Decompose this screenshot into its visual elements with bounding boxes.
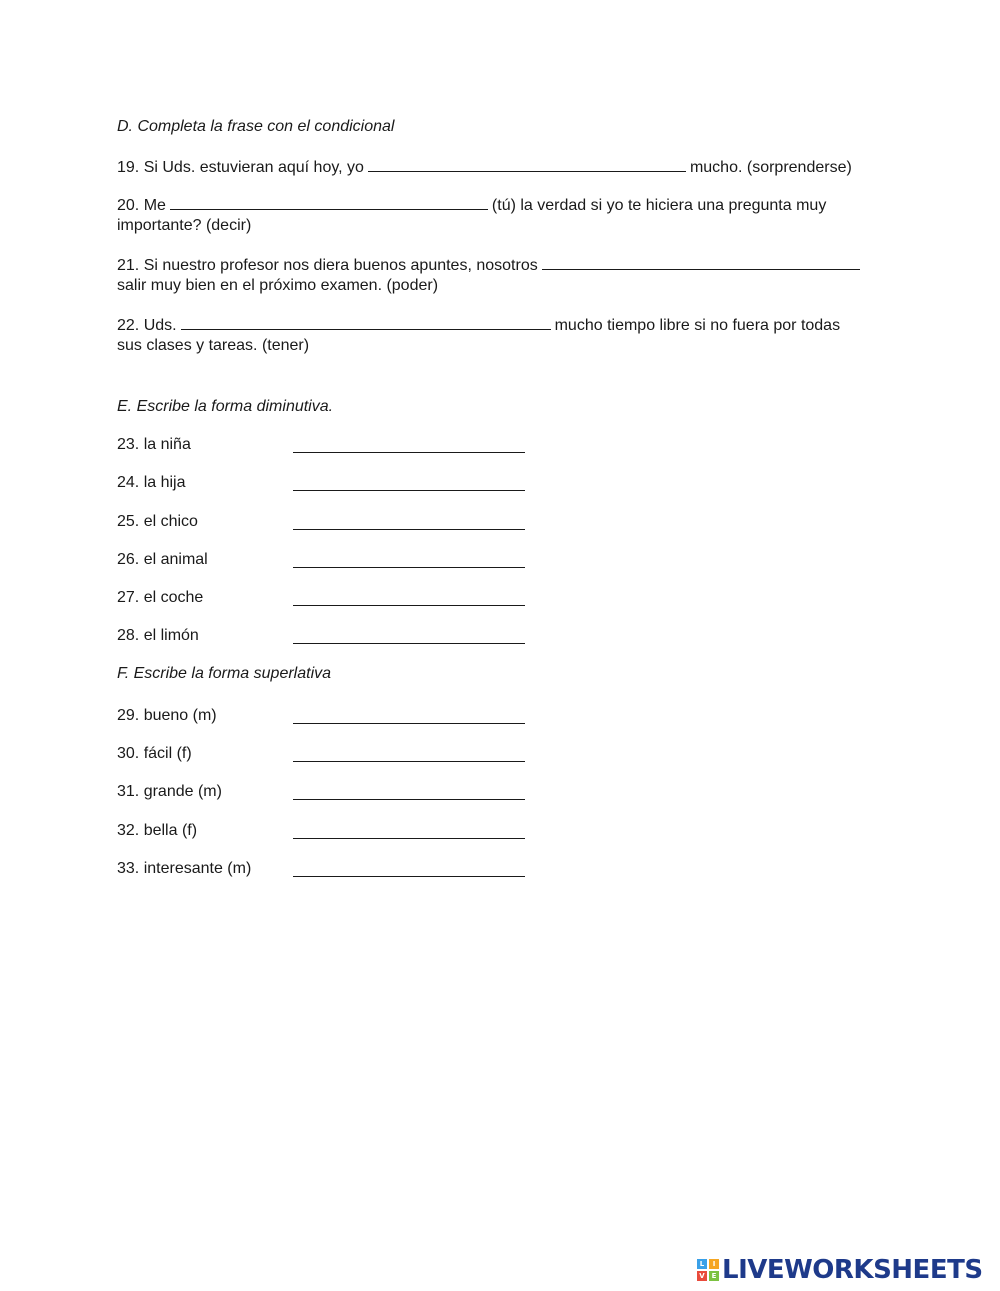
question-22-answer-blank[interactable] <box>181 315 551 330</box>
logo-text: LIVEWORKSHEETS <box>722 1255 983 1285</box>
question-23-answer-blank[interactable] <box>293 452 525 453</box>
question-26-label: 26. el animal <box>117 551 208 568</box>
question-20-line2: importante? (decir) <box>117 217 252 234</box>
section-f-heading: F. Escribe la forma superlativa <box>117 665 332 682</box>
question-27-answer-blank[interactable] <box>293 605 525 606</box>
liveworksheets-logo <box>697 1255 983 1285</box>
question-33-answer-blank[interactable] <box>293 876 525 877</box>
question-20-text-after: (tú) la verdad si yo te hiciera una pregunta muy <box>491 197 827 214</box>
section-d-heading: D. Completa la frase con el condicional <box>117 118 395 135</box>
question-32-answer-blank[interactable] <box>293 838 525 839</box>
question-24-answer-blank[interactable] <box>293 490 525 491</box>
question-22 <box>117 315 840 335</box>
question-19-text-before: 19. Si Uds. estuvieran aquí hoy, yo <box>117 159 364 176</box>
question-29-label: 29. bueno (m) <box>117 707 217 724</box>
question-30-answer-blank[interactable] <box>293 761 525 762</box>
question-27-label: 27. el coche <box>117 589 204 606</box>
question-24-label: 24. la hija <box>117 474 186 491</box>
question-21-answer-blank[interactable] <box>542 255 860 270</box>
question-20 <box>117 195 826 215</box>
question-19-text-after: mucho. (sorprenderse) <box>689 159 852 176</box>
logo-letter-v: V <box>697 1271 707 1281</box>
question-22-text-after: mucho tiempo libre si no fuera por todas <box>554 317 841 334</box>
question-32-label: 32. bella (f) <box>117 822 198 839</box>
live-logo-icon <box>697 1259 719 1281</box>
question-20-text-before: 20. Me <box>117 197 166 214</box>
question-31-answer-blank[interactable] <box>293 799 525 800</box>
question-26-answer-blank[interactable] <box>293 567 525 568</box>
question-25-label: 25. el chico <box>117 513 198 530</box>
logo-letter-i: I <box>709 1259 719 1269</box>
question-19 <box>117 157 852 177</box>
question-28-answer-blank[interactable] <box>293 643 525 644</box>
question-22-text-before: 22. Uds. <box>117 317 177 334</box>
question-23-label: 23. la niña <box>117 436 191 453</box>
question-21-line2: salir muy bien en el próximo examen. (poder) <box>117 277 439 294</box>
question-33-label: 33. interesante (m) <box>117 860 252 877</box>
question-28-label: 28. el limón <box>117 627 199 644</box>
question-25-answer-blank[interactable] <box>293 529 525 530</box>
section-e-heading: E. Escribe la forma diminutiva. <box>117 398 334 415</box>
question-30-label: 30. fácil (f) <box>117 745 192 762</box>
question-19-answer-blank[interactable] <box>368 157 686 172</box>
question-22-line2: sus clases y tareas. (tener) <box>117 337 310 354</box>
question-29-answer-blank[interactable] <box>293 723 525 724</box>
logo-letter-e: E <box>709 1271 719 1281</box>
question-21-text-before: 21. Si nuestro profesor nos diera buenos apuntes, nosotros <box>117 257 538 274</box>
question-21 <box>117 255 864 275</box>
question-20-answer-blank[interactable] <box>170 195 488 210</box>
logo-letter-l: L <box>697 1259 707 1269</box>
question-31-label: 31. grande (m) <box>117 783 222 800</box>
